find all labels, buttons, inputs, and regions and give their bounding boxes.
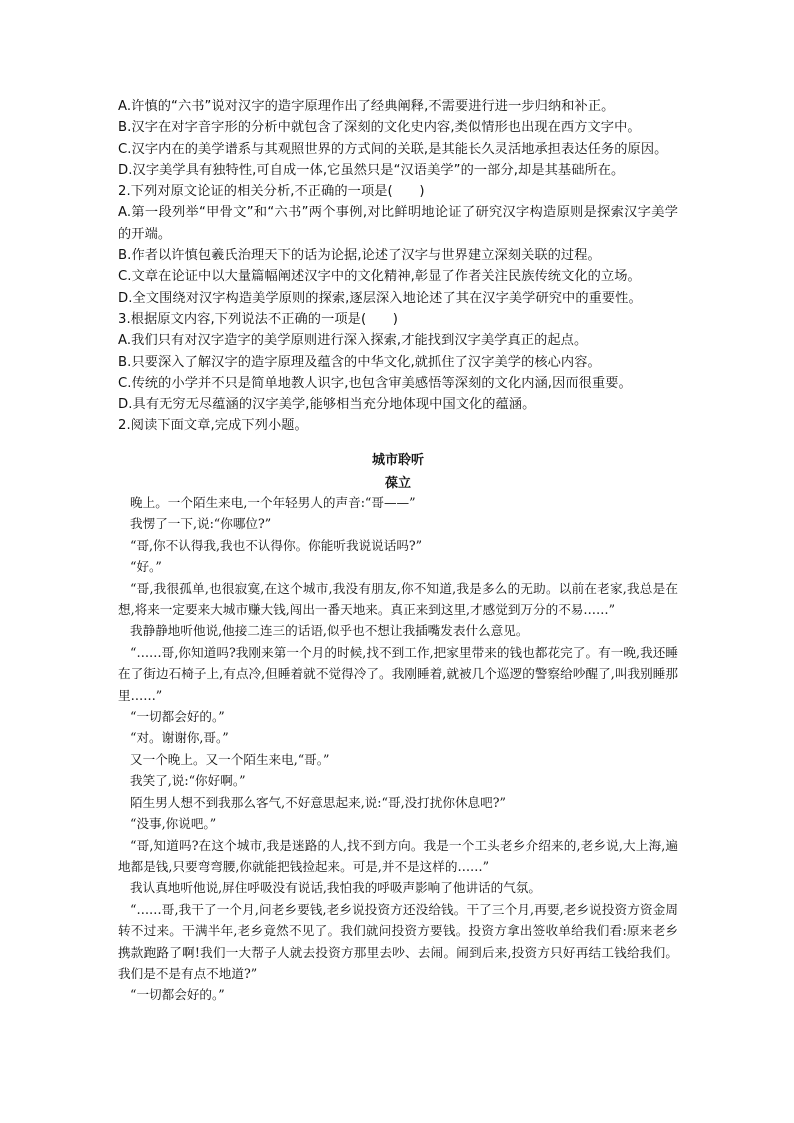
- q2-option-c: C.文章在论证中以大量篇幅阐述汉字中的文化精神,彰显了作者关注民族传统文化的立场。: [118, 269, 641, 285]
- story-paragraph: “……哥,你知道吗?我刚来第一个月的时候,找不到工作,把家里带来的钱也都花完了。有一晚,我还睡在了街边石椅子上,有点冷,但睡着就不觉得冷了。我刚睡着,就被几个巡逻的警察给吵醒了,叫我别睡那里……”: [118, 644, 678, 703]
- story-heading: [118, 451, 678, 493]
- story-paragraph: 我认真地听他说,屏住呼吸没有说话,我怕我的呼吸声影响了他讲话的气氛。: [130, 880, 542, 896]
- q3-option-c: C.传统的小学并不只是简单地教人识字,也包含审美感悟等深刻的文化内涵,因而很重要。: [118, 375, 632, 391]
- q3-option-d: D.具有无穷无尽蕴涵的汉字美学,能够相当充分地体现中国文化的蕴涵。: [118, 397, 536, 413]
- story-paragraph: 又一个晚上。又一个陌生来电,“哥。”: [130, 751, 330, 767]
- q2-option-b: B.作者以许慎包羲氏治理天下的话为论据,论述了汉字与世界建立深刻关联的过程。: [118, 248, 601, 264]
- option-a: A.许慎的“六书”说对汉字的造字原理作出了经典阐释,不需要进行进一步归纳和补正。: [118, 99, 615, 114]
- question-2: 2.下列对原文论证的相关分析,不正确的一项是( ): [118, 184, 425, 200]
- story-paragraph: “哥,我很孤单,也很寂寞,在这个城市,我没有朋友,你不知道,我是多么的无助。以前在老家,我总是在想,将来一定要来大城市赚大钱,闯出一番天地来。真正来到这里,才感觉到万分的不易……”: [118, 580, 678, 618]
- q3-option-b: B.只要深入了解汉字的造字原理及蕴含的中华文化,就抓住了汉字美学的核心内容。: [118, 354, 601, 370]
- q3-option-a: A.我们只有对汉字造字的美学原则进行深入探索,才能找到汉字美学真正的起点。: [118, 333, 588, 349]
- story-paragraph: “一切都会好的。”: [130, 709, 225, 725]
- story-paragraph: 我愣了一下,说:“你哪位?”: [130, 516, 272, 532]
- question-3: 3.根据原文内容,下列说法不正确的一项是( ): [118, 311, 399, 327]
- story-paragraph: 我静静地听他说,他接二连三的话语,似乎也不想让我插嘴发表什么意见。: [130, 623, 529, 639]
- reading-instruction: 2.阅读下面文章,完成下列小题。: [118, 418, 308, 434]
- q2-option-a: A.第一段列举“甲骨文”和“六书”两个事例,对比鲜明地论证了研究汉字构造原则是探索汉字美学的开端。: [118, 205, 678, 242]
- story-body: [118, 492, 678, 1006]
- option-b: B.汉字在对字音字形的分析中就包含了深刻的文化史内容,类似情形也出现在西方文字中。: [118, 120, 641, 136]
- story-paragraph: “哥,知道吗?在这个城市,我是迷路的人,找不到方向。我是一个工头老乡介绍来的,老乡说,大上海,遍地都是钱,只要弯弯腰,你就能把钱捡起来。可是,并不是这样的……”: [118, 837, 678, 874]
- story-author: 葆立: [384, 476, 411, 491]
- option-c: C.汉字内在的美学谱系与其观照世界的方式间的关联,是其能长久灵活地承担表达任务的原因。: [118, 141, 668, 157]
- question-block: [118, 96, 678, 437]
- story-paragraph: “一切都会好的。”: [130, 987, 225, 1003]
- story-paragraph: 晚上。一个陌生来电,一个年轻男人的声音:“哥——”: [130, 495, 416, 510]
- option-d: D.汉字美学具有独特性,可自成一体,它虽然只是“汉语美学”的一部分,却是其基础所在。: [118, 162, 625, 178]
- story-paragraph: 我笑了,说:“你好啊。”: [130, 773, 246, 789]
- story-paragraph: 陌生男人想不到我那么客气,不好意思起来,说:“哥,没打扰你休息吧?”: [130, 794, 506, 810]
- q2-option-d: D.全文围绕对汉字构造美学原则的探索,逐层深入地论述了其在汉字美学研究中的重要性。: [118, 290, 642, 306]
- story-paragraph: “没事,你说吧。”: [130, 816, 217, 832]
- story-paragraph: “哥,你不认得我,我也不认得你。你能听我说说话吗?”: [130, 537, 423, 553]
- story-paragraph: “……哥,我干了一个月,问老乡要钱,老乡说投资方还没给钱。干了三个月,再要,老乡说投资方资金周转不过来。干满半年,老乡竟然不见了。我们就问投资方要钱。投资方拿出签收单给我们看:原来老乡携款跑路了啊!我们一大帮子人就去投资方那里去吵、去闹。闹到后来,投资方只好再结工钱给我们。我们是不是有点不地道?”: [118, 901, 678, 981]
- story-paragraph: “好。”: [130, 559, 162, 575]
- story-paragraph: “对。谢谢你,哥。”: [130, 730, 229, 746]
- story-title: 城市聆听: [371, 453, 424, 468]
